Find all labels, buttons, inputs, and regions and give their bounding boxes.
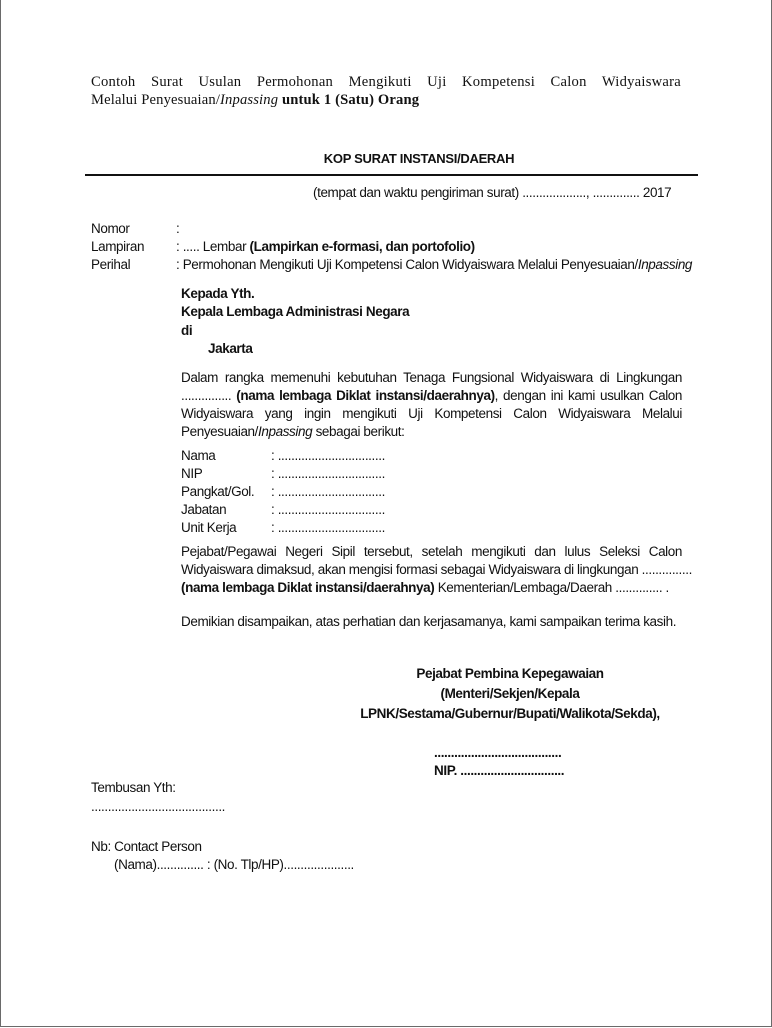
intro-line2-text: ...............: [181, 388, 237, 403]
cc-label: Tembusan Yth:: [91, 780, 176, 795]
signatory-title-line1: Pejabat Pembina Kepegawaian (Menteri/Sekjen/Kepala: [416, 666, 604, 701]
field-value-nama: : ................................: [271, 448, 385, 463]
statement-line3-suffix: Kementerian/Lembaga/Daerah .............. .: [434, 580, 669, 595]
signatory-title-line2: LPNK/Sestama/Gubernur/Bupati/Walikota/Sekda),: [360, 706, 660, 721]
document-title-line1: Contoh Surat Usulan Permohonan Mengikuti Uji Kompetensi Calon Widyaiswara: [91, 74, 681, 90]
document-title-line2: [91, 92, 419, 109]
intro-line2-suffix: , dengan ini kami usulkan Calon: [494, 388, 683, 403]
lampiran-value-bold: (Lampirkan e-formasi, dan portofolio): [249, 239, 475, 254]
closing-sentence: Demikian disampaikan, atas perhatian dan kerjasamanya, kami sampaikan terima kasih.: [181, 614, 677, 629]
field-label-unit-kerja: Unit Kerja: [181, 520, 237, 535]
statement-line1: Pejabat/Pegawai Negeri Sipil tersebut, setelah mengikuti dan lulus Seleksi Calon: [181, 544, 682, 559]
document-title-prefix: Melalui Penyesuaian/: [91, 92, 221, 108]
lampiran-value: [176, 239, 475, 254]
addressee-line3: di: [181, 323, 193, 338]
perihal-value-text: : Permohonan Mengikuti Uji Kompetensi Calon Widyaiswara Melalui Penyesuaian/: [176, 257, 638, 272]
addressee-line2: Kepala Lembaga Administrasi Negara: [181, 304, 410, 319]
field-label-nip: NIP: [181, 466, 203, 481]
signatory-title: [350, 664, 670, 724]
addressee-line1: Kepada Yth.: [181, 286, 255, 301]
letterhead-rule: [85, 174, 698, 176]
letterhead-title: KOP SURAT INSTANSI/DAERAH: [323, 151, 515, 166]
field-label-pangkat: Pangkat/Gol.: [181, 484, 255, 499]
intro-line2: [181, 388, 682, 403]
intro-line3: Widyaiswara yang ingin mengikuti Uji Kompetensi Calon Widyaiswara Melalui: [181, 406, 682, 421]
intro-line4: [181, 424, 404, 439]
lampiran-value-text: : ..... Lembar: [176, 239, 250, 254]
field-value-unit-kerja: : ................................: [271, 520, 385, 535]
intro-line1: Dalam rangka memenuhi kebutuhan Tenaga Fungsional Widyaiswara di Lingkungan: [181, 370, 682, 385]
lampiran-label: Lampiran: [91, 239, 145, 254]
place-date: (tempat dan waktu pengiriman surat) ..................., .............. 2017: [313, 185, 672, 200]
cc-value: ........................................: [91, 799, 226, 814]
field-value-jabatan: : ................................: [271, 502, 385, 517]
statement-line3-bold: (nama lembaga Diklat instansi/daerahnya): [181, 580, 435, 595]
statement-line2: Widyaiswara dimaksud, akan mengisi formasi sebagai Widyaiswara di lingkungan ...............: [181, 562, 692, 577]
field-value-pangkat: : ................................: [271, 484, 385, 499]
nomor-value: :: [176, 221, 180, 236]
document-title-italic: Inpassing: [220, 92, 279, 108]
perihal-label: Perihal: [91, 257, 131, 272]
intro-line4-italic: Inpassing: [258, 424, 313, 439]
nomor-label: Nomor: [91, 221, 130, 236]
note-line1: Nb: Contact Person: [91, 839, 202, 854]
statement-line3: [181, 580, 669, 595]
addressee-line4: Jakarta: [208, 341, 253, 356]
intro-line4-text: Penyesuaian/: [181, 424, 259, 439]
intro-line2-bold: (nama lembaga Diklat instansi/daerahnya): [236, 388, 495, 403]
document-title-bold: untuk 1 (Satu) Orang: [278, 92, 420, 108]
perihal-value-italic: Inpassing: [637, 257, 693, 272]
note-line2: (Nama).............. : (No. Tlp/HP).....................: [114, 857, 354, 872]
field-value-nip: : ................................: [271, 466, 385, 481]
field-label-jabatan: Jabatan: [181, 502, 227, 517]
field-label-nama: Nama: [181, 448, 216, 463]
signatory-name-line: ......................................: [434, 745, 562, 760]
perihal-value: [176, 257, 692, 272]
intro-line4-suffix: sebagai berikut:: [312, 424, 405, 439]
signatory-nip: NIP. ...............................: [434, 763, 565, 778]
